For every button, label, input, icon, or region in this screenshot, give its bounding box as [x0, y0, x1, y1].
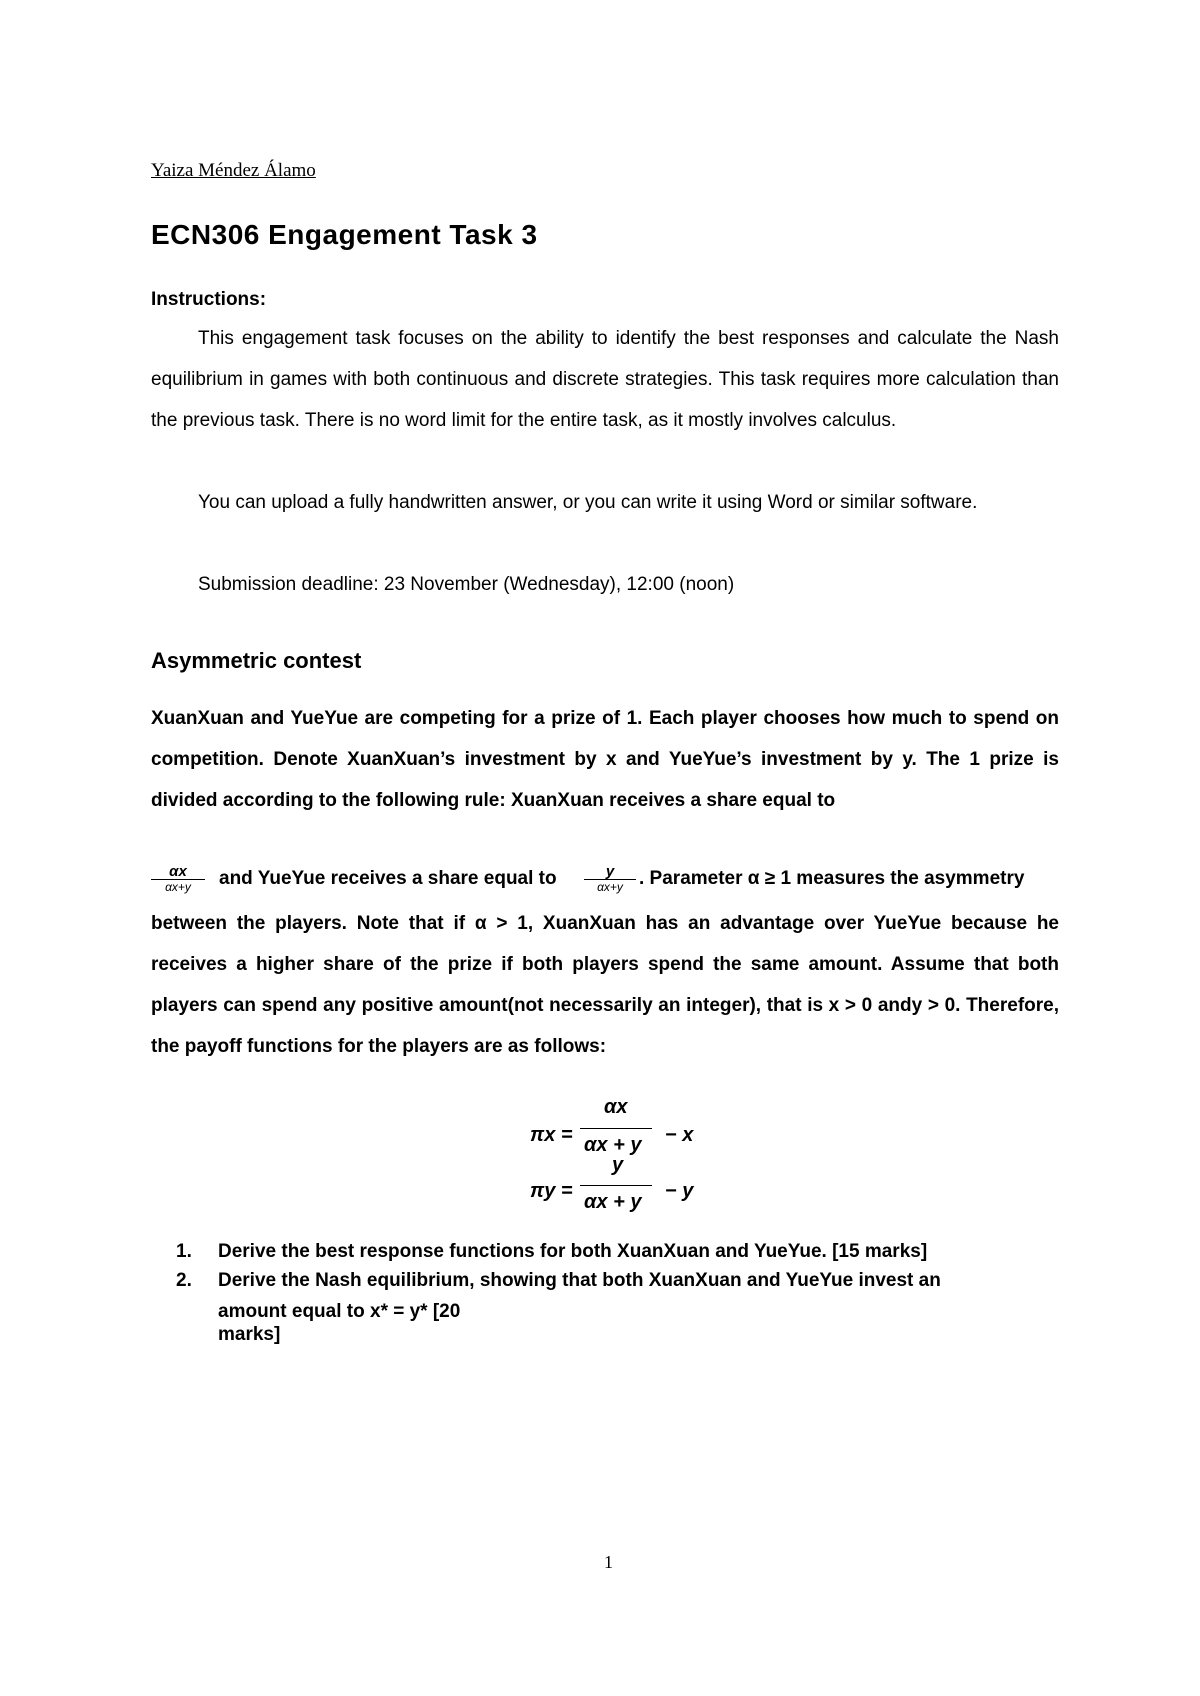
submission-deadline: Submission deadline: 23 November (Wednesday), 12:00 (noon) — [198, 574, 735, 595]
question-number: 1. — [176, 1241, 192, 1262]
share-text-yueyue: and YueYue receives a share equal to — [219, 868, 557, 889]
instructions-paragraph-2: You can upload a fully handwritten answer, or you can write it using Word or similar software. — [198, 492, 978, 513]
section-title: Asymmetric contest — [151, 648, 362, 673]
author-name: Yaiza Méndez Álamo — [151, 160, 316, 181]
payoff-y-lhs: πy = — [530, 1180, 573, 1202]
question-list — [176, 1238, 1056, 1345]
payoff-x-lhs: πx = — [530, 1124, 573, 1146]
share-fraction-y-numerator: y — [605, 863, 615, 880]
question-number: 2. — [176, 1270, 192, 1291]
question-2 — [176, 1267, 1056, 1345]
payoff-x-numerator: αx — [604, 1096, 628, 1118]
payoff-x-tail: − x — [665, 1124, 694, 1146]
payoff-y-numerator: y — [612, 1154, 624, 1176]
share-fraction-y — [584, 864, 636, 894]
payoff-y-denominator: αx + y — [584, 1191, 642, 1213]
question-text-line-2: amount equal to x* = y* [20 — [218, 1301, 461, 1322]
question-text: Derive the Nash equilibrium, showing that both XuanXuan and YueYue invest an — [218, 1270, 941, 1291]
payoff-x-denominator: αx + y — [584, 1134, 642, 1156]
parameter-text: . Parameter α ≥ 1 measures the asymmetry — [639, 868, 1025, 889]
payoff-y-tail: − y — [665, 1180, 694, 1202]
share-fraction-x-numerator: αx — [169, 863, 187, 880]
question-1 — [176, 1238, 1056, 1265]
share-fraction-x-denominator: αx+y — [165, 880, 191, 894]
share-fraction-x — [151, 864, 205, 894]
question-text: Derive the best response functions for both XuanXuan and YueYue. [15 marks] — [218, 1241, 928, 1262]
contest-intro-paragraph: XuanXuan and YueYue are competing for a prize of 1. Each player chooses how much to spend on competition. Denote XuanXuan’s investment by x and YueYue’s investment by y. The 1 prize is divided according to the following rule: XuanXuan receives a share equal to — [151, 708, 1059, 811]
document-title: ECN306 Engagement Task 3 — [151, 219, 538, 250]
question-text-line-3: marks] — [218, 1324, 281, 1345]
payoff-x-fraction-bar — [580, 1128, 652, 1129]
contest-continuation-paragraph: between the players. Note that if α > 1, XuanXuan has an advantage over YueYue because he receives a higher share of the prize if both players spend the same amount. Assume that both players can spend any positive amount(not necessarily an integer), that is x > 0 andy > 0. Therefore, the payoff functions for the players are as follows: — [151, 913, 1059, 1057]
instructions-paragraph-1: This engagement task focuses on the ability to identify the best responses and calculate the Nash equilibrium in games with both continuous and discrete strategies. This task requires more calculation than the previous task. There is no word limit for the entire task, as it mostly involves calculus. — [151, 328, 1059, 431]
payoff-y-fraction-bar — [580, 1185, 652, 1186]
share-fraction-y-denominator: αx+y — [597, 880, 623, 894]
instructions-heading: Instructions: — [151, 289, 267, 310]
page-number: 1 — [604, 1552, 613, 1572]
